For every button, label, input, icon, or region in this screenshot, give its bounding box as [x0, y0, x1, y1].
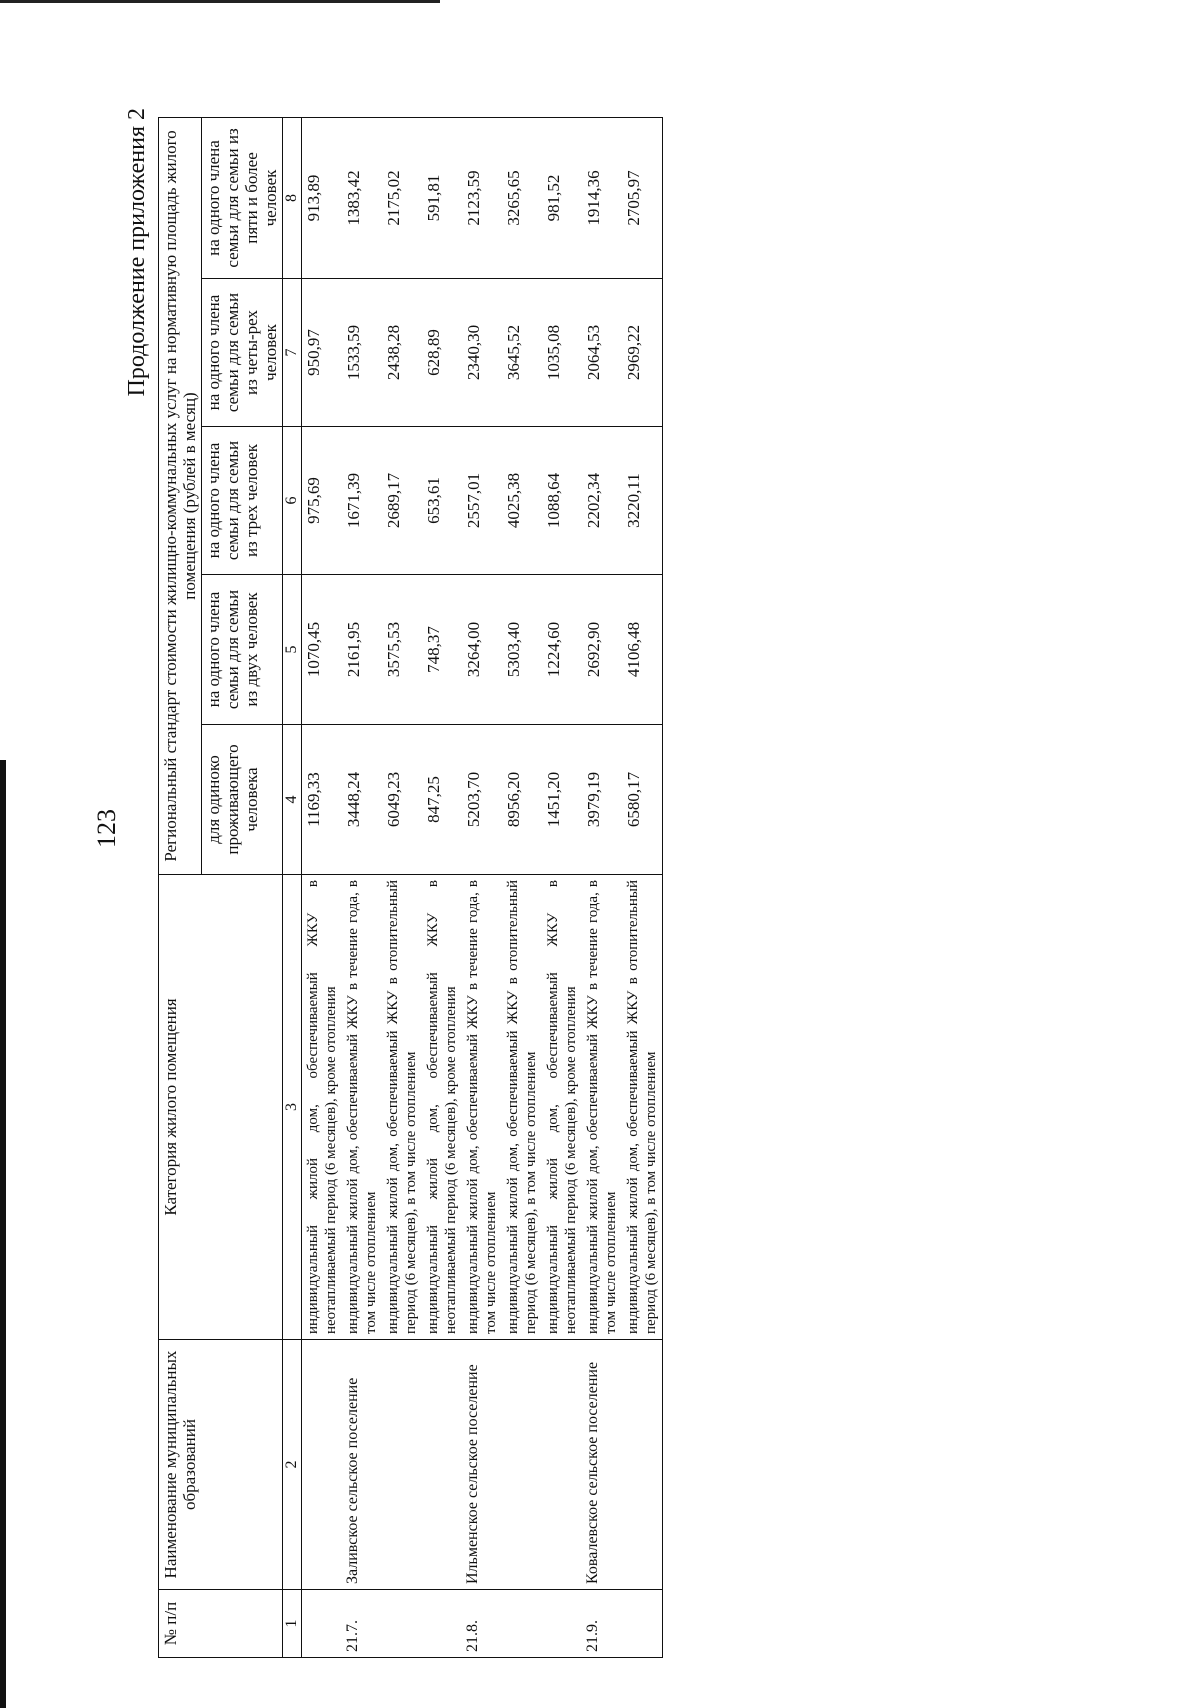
value-five-plus: 2123,59	[462, 118, 502, 279]
row-number	[542, 1590, 582, 1658]
column-number: 3	[283, 875, 302, 1340]
row-category: индивидуальный жилой дом, обеспечиваемый ЖКУ в течение года, в том числе отоплением	[582, 875, 622, 1340]
value-four: 2340,30	[462, 279, 502, 427]
value-four: 2438,28	[382, 279, 422, 427]
page-heading: Продолжение приложения 2	[124, 108, 150, 397]
value-two: 3264,00	[462, 575, 502, 725]
row-municipality	[622, 1340, 663, 1590]
table-row	[342, 118, 382, 1658]
scan-edge-left	[0, 760, 6, 1708]
row-category: индивидуальный жилой дом, обеспечиваемый ЖКУ в отопительный период (6 месяцев), в том числе отоплением	[622, 875, 663, 1340]
value-four: 628,89	[422, 279, 462, 427]
row-number: 21.9.	[582, 1590, 622, 1658]
value-four: 2064,53	[582, 279, 622, 427]
value-single: 1169,33	[301, 725, 342, 875]
row-category: индивидуальный жилой дом, обеспечиваемый ЖКУ в неотапливаемый период (6 месяцев), кроме отопления	[422, 875, 462, 1340]
row-category: индивидуальный жилой дом, обеспечиваемый ЖКУ в течение года, в том числе отоплением	[342, 875, 382, 1340]
value-four: 2969,22	[622, 279, 663, 427]
value-four: 1035,08	[542, 279, 582, 427]
value-single: 6580,17	[622, 725, 663, 875]
column-number: 2	[283, 1340, 302, 1590]
value-single: 3448,24	[342, 725, 382, 875]
value-five-plus: 1914,36	[582, 118, 622, 279]
row-municipality	[502, 1340, 542, 1590]
row-municipality: Заливское сельское поселение	[342, 1340, 382, 1590]
value-two: 4106,48	[622, 575, 663, 725]
row-number: 21.7.	[342, 1590, 382, 1658]
row-municipality	[542, 1340, 582, 1590]
value-two: 1070,45	[301, 575, 342, 725]
header-municipality: Наименование муниципальных образований	[159, 1340, 283, 1590]
table-row	[382, 118, 422, 1658]
row-category: индивидуальный жилой дом, обеспечиваемый ЖКУ в неотапливаемый период (6 месяцев), кроме отопления	[542, 875, 582, 1340]
header-two: на одного члена семьи для семьи из двух человек	[202, 575, 283, 725]
value-single: 6049,23	[382, 725, 422, 875]
value-two: 5303,40	[502, 575, 542, 725]
value-two: 1224,60	[542, 575, 582, 725]
row-number	[422, 1590, 462, 1658]
value-three: 2202,34	[582, 427, 622, 575]
value-single: 8956,20	[502, 725, 542, 875]
table-row	[502, 118, 542, 1658]
row-category: индивидуальный жилой дом, обеспечиваемый ЖКУ в отопительный период (6 месяцев), в том числе отоплением	[382, 875, 422, 1340]
table-row	[422, 118, 462, 1658]
column-number: 6	[283, 427, 302, 575]
page-number: 123	[92, 809, 121, 848]
column-number: 4	[283, 725, 302, 875]
row-number	[382, 1590, 422, 1658]
row-number	[301, 1590, 342, 1658]
row-number: 21.8.	[462, 1590, 502, 1658]
value-five-plus: 2705,97	[622, 118, 663, 279]
column-number: 8	[283, 118, 302, 279]
header-category: Категория жилого помещения	[159, 875, 283, 1340]
value-single: 5203,70	[462, 725, 502, 875]
row-municipality	[422, 1340, 462, 1590]
scan-edge-top	[0, 0, 440, 3]
value-five-plus: 1383,42	[342, 118, 382, 279]
rotated-page	[80, 88, 1180, 1688]
column-number: 7	[283, 279, 302, 427]
table-row	[582, 118, 622, 1658]
value-four: 1533,59	[342, 279, 382, 427]
row-municipality: Ковалевское сельское поселение	[582, 1340, 622, 1590]
value-three: 2689,17	[382, 427, 422, 575]
header-five-plus: на одного члена семьи для семьи из пяти и более человек	[202, 118, 283, 279]
value-two: 3575,53	[382, 575, 422, 725]
value-four: 3645,52	[502, 279, 542, 427]
header-single: для одиноко проживающего человека	[202, 725, 283, 875]
value-single: 3979,19	[582, 725, 622, 875]
value-three: 4025,38	[502, 427, 542, 575]
column-number: 5	[283, 575, 302, 725]
table-row	[462, 118, 502, 1658]
row-municipality	[301, 1340, 342, 1590]
table-row	[301, 118, 342, 1658]
column-number: 1	[283, 1590, 302, 1658]
header-four: на одного члена семьи для семьи из четы-рех человек	[202, 279, 283, 427]
row-number	[502, 1590, 542, 1658]
housing-cost-table	[158, 117, 663, 1658]
value-two: 2161,95	[342, 575, 382, 725]
value-single: 847,25	[422, 725, 462, 875]
row-category: индивидуальный жилой дом, обеспечиваемый ЖКУ в неотапливаемый период (6 месяцев), кроме отопления	[301, 875, 342, 1340]
value-four: 950,97	[301, 279, 342, 427]
header-group-standard: Региональный стандарт стоимости жилищно-коммунальных услуг на нормативную площадь жилого помещения (рублей в месяц)	[159, 118, 202, 875]
header-three: на одного члена семьи для семьи из трех человек	[202, 427, 283, 575]
row-municipality: Ильменское сельское поселение	[462, 1340, 502, 1590]
value-three: 653,61	[422, 427, 462, 575]
row-municipality	[382, 1340, 422, 1590]
value-three: 1671,39	[342, 427, 382, 575]
value-three: 975,69	[301, 427, 342, 575]
value-three: 3220,11	[622, 427, 663, 575]
row-category: индивидуальный жилой дом, обеспечиваемый ЖКУ в отопительный период (6 месяцев), в том числе отоплением	[502, 875, 542, 1340]
value-five-plus: 913,89	[301, 118, 342, 279]
row-category: индивидуальный жилой дом, обеспечиваемый ЖКУ в течение года, в том числе отоплением	[462, 875, 502, 1340]
value-five-plus: 591,81	[422, 118, 462, 279]
value-five-plus: 2175,02	[382, 118, 422, 279]
table-row	[622, 118, 663, 1658]
value-single: 1451,20	[542, 725, 582, 875]
value-five-plus: 981,52	[542, 118, 582, 279]
header-no: № п/п	[159, 1590, 283, 1658]
row-number	[622, 1590, 663, 1658]
value-three: 2557,01	[462, 427, 502, 575]
value-two: 748,37	[422, 575, 462, 725]
value-two: 2692,90	[582, 575, 622, 725]
column-numbers-row	[283, 118, 302, 1658]
table-row	[542, 118, 582, 1658]
value-three: 1088,64	[542, 427, 582, 575]
value-five-plus: 3265,65	[502, 118, 542, 279]
